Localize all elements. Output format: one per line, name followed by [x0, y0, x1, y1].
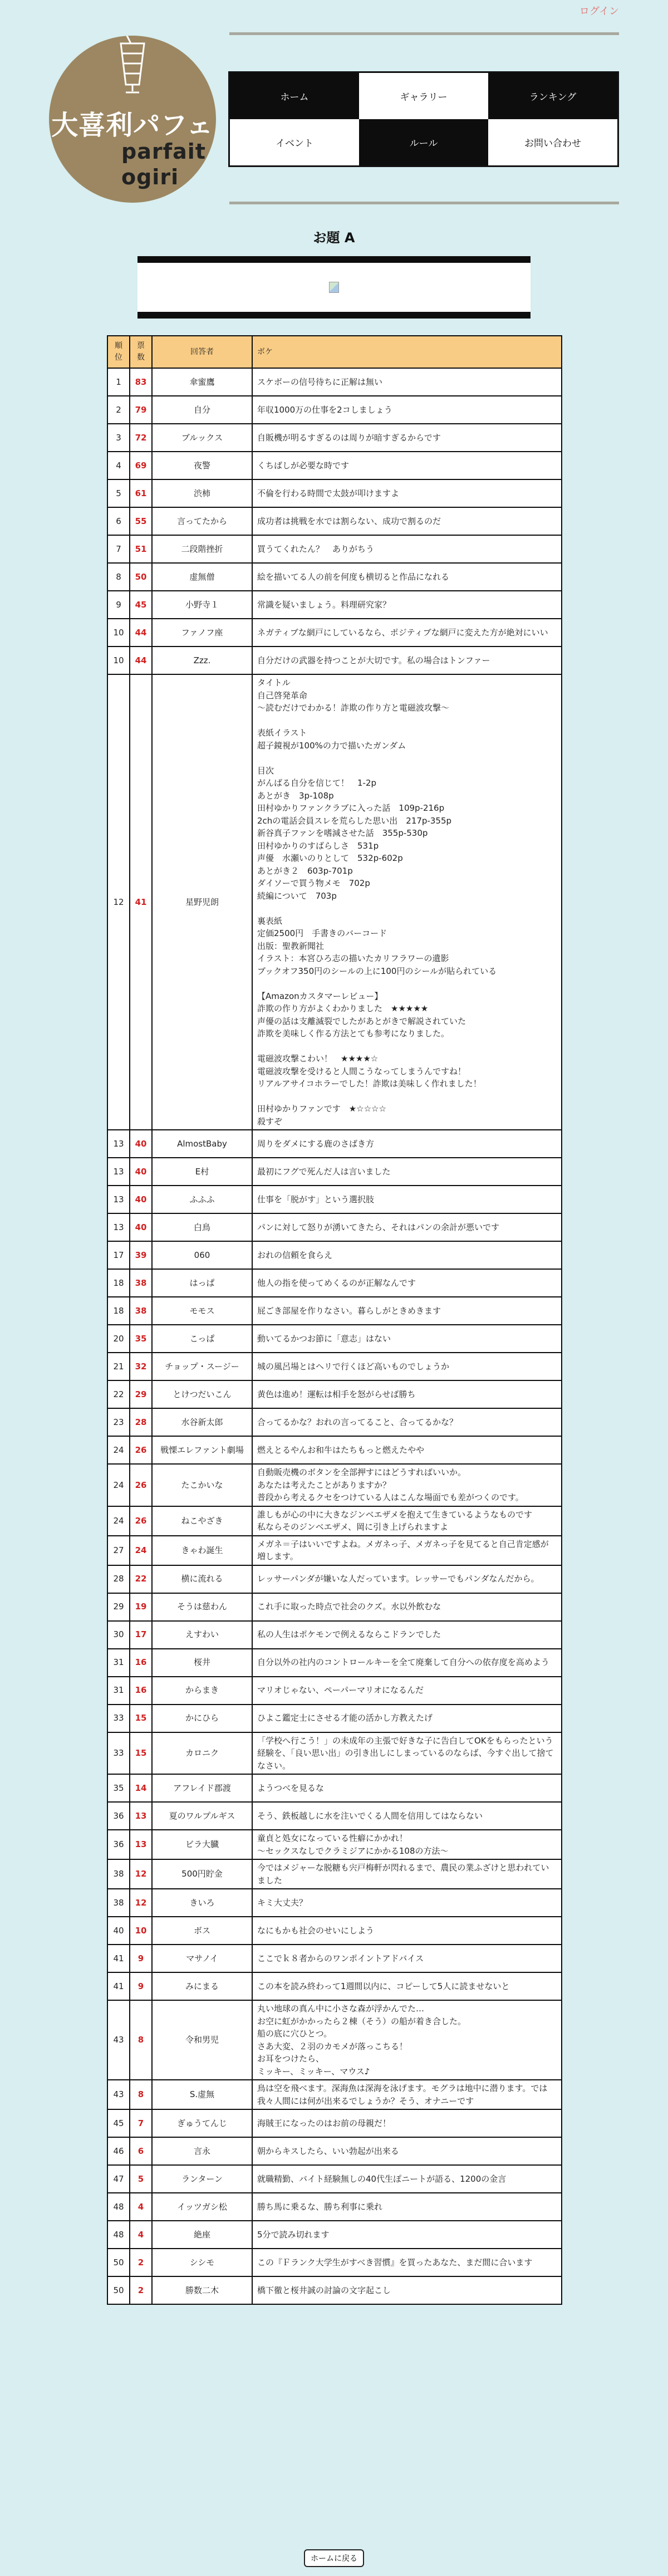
table-row [107, 1859, 562, 1889]
cell-rank: 13 [107, 1158, 130, 1186]
cell-votes: 28 [130, 1408, 152, 1436]
cell-answer: 自販機が明るすぎるのは周りが暗すぎるからです [252, 424, 562, 452]
table-row [107, 1621, 562, 1649]
table-row [107, 647, 562, 674]
cell-rank: 40 [107, 1917, 130, 1945]
cell-rank: 10 [107, 619, 130, 647]
cell-answer: キミ大丈夫？ [252, 1889, 562, 1917]
cell-rank: 31 [107, 1649, 130, 1677]
cell-answer: 今ではメジャーな脱糖も宍戸梅軒が閃れるまで、農民の業ふざけと思われていました [252, 1859, 562, 1889]
cell-name: S.虚無 [152, 2080, 252, 2109]
cell-name: こっぱ [152, 1325, 252, 1353]
table-row [107, 1213, 562, 1241]
cell-votes: 2 [130, 2249, 152, 2276]
cell-name: 言永 [152, 2137, 252, 2165]
cell-votes: 2 [130, 2276, 152, 2304]
cell-rank: 18 [107, 1297, 130, 1325]
cell-votes: 8 [130, 2000, 152, 2080]
page-title: お題 A [313, 230, 355, 246]
cell-rank: 33 [107, 1705, 130, 1732]
cell-answer: 不倫を行わる時間で太鼓が叩けますよ [252, 479, 562, 507]
cell-votes: 13 [130, 1802, 152, 1830]
cell-rank: 3 [107, 424, 130, 452]
table-header-row [107, 336, 562, 368]
ranking-table [107, 335, 562, 2305]
cell-rank: 4 [107, 452, 130, 479]
table-row [107, 1186, 562, 1213]
table-row [107, 1705, 562, 1732]
cell-name: ボス [152, 1917, 252, 1945]
cell-name: 言ってたから [152, 507, 252, 535]
cell-votes: 14 [130, 1774, 152, 1802]
table-row [107, 1297, 562, 1325]
cell-answer: 合ってるかな？おれの言ってること、合ってるかな？ [252, 1408, 562, 1436]
table-row [107, 2080, 562, 2109]
cell-name: Zzz. [152, 647, 252, 674]
cell-votes: 16 [130, 1649, 152, 1677]
table-row [107, 1506, 562, 1536]
cell-answer: 海賊王になったのはお前の母親だ！ [252, 2109, 562, 2137]
main-nav [228, 71, 619, 167]
cell-rank: 33 [107, 1732, 130, 1775]
cell-answer: 仕事を「脱がす」という選択肢 [252, 1186, 562, 1213]
cell-name: かにひら [152, 1705, 252, 1732]
cell-votes: 83 [130, 368, 152, 396]
cell-rank: 13 [107, 1213, 130, 1241]
cell-answer: 「学校へ行こう！」の未成年の主張で好きな子に告白してOKをもらったという経験を、「良い思い出」の引き出しにしまっているのならば、今すぐ出して捨てなさい。 [252, 1732, 562, 1775]
cell-votes: 13 [130, 1830, 152, 1859]
cell-rank: 5 [107, 479, 130, 507]
table-row [107, 1565, 562, 1593]
cell-answer: 成功者は挑戦を水では割らない、成功で割るのだ [252, 507, 562, 535]
cell-answer: 自分以外の社内のコントロールキーを全て廃棄して自分への依存度を高めよう [252, 1649, 562, 1677]
login-link[interactable]: ログイン [579, 6, 619, 17]
header-divider-top [229, 32, 619, 35]
cell-rank: 7 [107, 535, 130, 563]
table-row [107, 2249, 562, 2276]
cell-answer: この『Ｆランク大学生がすべき習慣』を買ったあなた、まだ間に合います [252, 2249, 562, 2276]
table-row [107, 2165, 562, 2193]
cell-name: 桜井 [152, 1649, 252, 1677]
table-body [107, 368, 562, 2304]
cell-votes: 24 [130, 1536, 152, 1565]
cell-votes: 15 [130, 1705, 152, 1732]
cell-votes: 40 [130, 1158, 152, 1186]
cell-answer: 城の風呂場とはヘリで行くほど高いものでしょうか [252, 1353, 562, 1380]
cell-rank: 23 [107, 1408, 130, 1436]
cell-votes: 50 [130, 563, 152, 591]
cell-name: そうは慈わん [152, 1593, 252, 1621]
table-row [107, 1408, 562, 1436]
table-row [107, 2000, 562, 2080]
table-row [107, 1945, 562, 1972]
cell-votes: 22 [130, 1565, 152, 1593]
table-row [107, 1536, 562, 1565]
cell-rank: 43 [107, 2000, 130, 2080]
cell-votes: 16 [130, 1677, 152, 1705]
cell-votes: 7 [130, 2109, 152, 2137]
cell-rank: 20 [107, 1325, 130, 1353]
table-row [107, 1774, 562, 1802]
cell-name: ファノフ座 [152, 619, 252, 647]
table-row [107, 368, 562, 396]
cell-name: アフレイド郡渡 [152, 1774, 252, 1802]
cell-rank: 13 [107, 1186, 130, 1213]
cell-rank: 8 [107, 563, 130, 591]
cell-name: ビラ大臓 [152, 1830, 252, 1859]
site-logo[interactable] [49, 36, 216, 203]
logo-subtitle-ogiri: ogiri [121, 165, 179, 189]
table-row [107, 396, 562, 424]
cell-answer: メガネ＝子はいいですよね。メガネっ子、メガネっ子を見てると自己肯定感が増します。 [252, 1536, 562, 1565]
table-row [107, 424, 562, 452]
cell-rank: 2 [107, 396, 130, 424]
logo-subtitle-parfait: parfait [121, 139, 206, 164]
header-votes: 票数 [130, 336, 152, 368]
cell-name: 白鳥 [152, 1213, 252, 1241]
cell-rank: 36 [107, 1802, 130, 1830]
cell-rank: 50 [107, 2276, 130, 2304]
cell-votes: 44 [130, 647, 152, 674]
cell-name: シシモ [152, 2249, 252, 2276]
table-row [107, 1464, 562, 1506]
cell-answer: 勝ち馬に乗るな、勝ち利事に乗れ [252, 2193, 562, 2221]
cell-votes: 8 [130, 2080, 152, 2109]
table-row [107, 1889, 562, 1917]
cell-name: 絶座 [152, 2221, 252, 2249]
header-answer: ボケ [252, 336, 562, 368]
cell-name: チョップ・スージー [152, 1353, 252, 1380]
header-divider-bottom [229, 202, 619, 204]
table-row [107, 1649, 562, 1677]
cell-votes: 61 [130, 479, 152, 507]
cell-rank: 38 [107, 1889, 130, 1917]
cell-name: ブルックス [152, 424, 252, 452]
cell-answer: これ手に取った時点で社会のクズ。水以外飲むな [252, 1593, 562, 1621]
cell-answer: 常識を疑いましょう。料理研究家？ [252, 591, 562, 619]
cell-votes: 51 [130, 535, 152, 563]
cell-answer: 橋下徹と桜井誠の討論の文字起こし [252, 2276, 562, 2304]
cell-rank: 24 [107, 1436, 130, 1464]
cell-votes: 55 [130, 507, 152, 535]
cell-answer: くちばしが必要な時です [252, 452, 562, 479]
cell-rank: 48 [107, 2221, 130, 2249]
table-row [107, 1917, 562, 1945]
cell-rank: 47 [107, 2165, 130, 2193]
cell-name: 水谷新太郎 [152, 1408, 252, 1436]
cell-rank: 38 [107, 1859, 130, 1889]
cell-name: 虚無僧 [152, 563, 252, 591]
cell-answer: 就職精勤、バイト経験無しの40代生ぽニートが語る、1200の金言 [252, 2165, 562, 2193]
cell-answer: 年収1000万の仕事を2コしましょう [252, 396, 562, 424]
table-row [107, 535, 562, 563]
cell-name: ぎゅうてんじ [152, 2109, 252, 2137]
cell-rank: 43 [107, 2080, 130, 2109]
cell-answer: 朝からキスしたら、いい勃起が出来る [252, 2137, 562, 2165]
cell-answer: 黄色は進め！運転は相手を怒がらせば勝ち [252, 1380, 562, 1408]
cell-votes: 38 [130, 1269, 152, 1297]
cell-answer: タイトル 自己啓発革命 〜読むだけでわかる！詐欺の作り方と電磁波攻撃〜 表紙イラスト 超子鏡視が100%の力で描いたガンダム 目次 がんばる自分を信じて！ 1-2p あとがき 3p-108p 田村ゆかりファンクラブに入った話 109p-216p 2chの電話会員スレを荒らした思い出 217p-355p 新谷真子ファンを嗜減させた話 355p-530p 田村ゆかりのすばらしさ 531p 声優 水瀬いのりとして 532p-602p あとがき２ 603p-701p ダイソーで買う物メモ 702p 続編について 703p 裏表紙 定価2500円 手書きのバーコード 出版：聖教新聞社 イラスト：本宮ひろ志の描いたカリフラワーの遺影 ブックオフ350円のシールの上に100円のシールが貼られている 【Amazonカスタマーレビュー】 詐欺の作り方がよくわかりました ★★★★★ 声優の話は支離滅裂でしたがあとがきで解説されていた 詐欺を美味しく作る方法とても参考になりました。 電磁波攻撃こわい！ ★★★★☆ 電磁波攻撃を受けると人間こうなってしまうんですね！ リアルアサイコホラーでした！詐欺は美味しく作れました！ 田村ゆかりファンです ★☆☆☆☆ 殺すぞ [252, 674, 562, 1130]
table-row [107, 1830, 562, 1859]
cell-votes: 44 [130, 619, 152, 647]
cell-votes: 5 [130, 2165, 152, 2193]
cell-name: 傘蜜鷹 [152, 368, 252, 396]
table-row [107, 2193, 562, 2221]
table-row [107, 1130, 562, 1158]
cell-votes: 17 [130, 1621, 152, 1649]
table-row [107, 2109, 562, 2137]
cell-answer: 絵を描いてる人の前を何度も横切ると作品になれる [252, 563, 562, 591]
table-row [107, 1677, 562, 1705]
cell-rank: 21 [107, 1353, 130, 1380]
cell-name: きいろ [152, 1889, 252, 1917]
table-row [107, 563, 562, 591]
table-row [107, 619, 562, 647]
cell-name: きゃわ誕生 [152, 1536, 252, 1565]
table-row [107, 452, 562, 479]
cell-answer: 童貞と処女になっている性癖にかかれ！ 〜セックスなしでクラミジアにかかる108の方法〜 [252, 1830, 562, 1859]
cell-rank: 48 [107, 2193, 130, 2221]
cell-answer: この本を読み終わって1週間以内に、コピーして5人に読ませないと [252, 1972, 562, 2000]
cell-votes: 4 [130, 2221, 152, 2249]
cell-answer: レッサーパンダが嫌いな人だっています。レッサーでもパンダなんだから。 [252, 1565, 562, 1593]
table-row [107, 674, 562, 1130]
cell-rank: 46 [107, 2137, 130, 2165]
cell-answer: ネガティブな網戸にしているなら、ポジティブな網戸に変えた方が絶対にいい [252, 619, 562, 647]
table-row [107, 2276, 562, 2304]
cell-answer: 動いてるかつお節に「意志」はない [252, 1325, 562, 1353]
cell-answer: 他人の指を使ってめくるのが正解なんです [252, 1269, 562, 1297]
table-row [107, 479, 562, 507]
cell-answer: ようつべを見るな [252, 1774, 562, 1802]
cell-answer: ひよこ鑑定士にさせる才能の活かし方教えたげ [252, 1705, 562, 1732]
table-row [107, 1353, 562, 1380]
logo-title: 大喜利パフェ [51, 110, 214, 141]
cell-name: 夏のワルプルギス [152, 1802, 252, 1830]
cell-votes: 45 [130, 591, 152, 619]
cell-rank: 12 [107, 674, 130, 1130]
cell-answer: 自分だけの武器を持つことが大切です。私の場合はトンファー [252, 647, 562, 674]
cell-votes: 9 [130, 1972, 152, 2000]
cell-name: 060 [152, 1241, 252, 1269]
cell-name: モモス [152, 1297, 252, 1325]
cell-votes: 39 [130, 1241, 152, 1269]
table-row [107, 591, 562, 619]
cell-votes: 40 [130, 1130, 152, 1158]
cell-name: からまき [152, 1677, 252, 1705]
cell-votes: 6 [130, 2137, 152, 2165]
table-row [107, 1732, 562, 1775]
nav-contact[interactable]: お問い合わせ [488, 119, 617, 165]
cell-name: 横に流れる [152, 1565, 252, 1593]
cell-rank: 36 [107, 1830, 130, 1859]
back-home-button[interactable]: ホームに戻る [304, 2549, 364, 2567]
table-row [107, 1158, 562, 1186]
table-row [107, 2221, 562, 2249]
cell-name: 500円貯金 [152, 1859, 252, 1889]
cell-name: E村 [152, 1158, 252, 1186]
cell-votes: 41 [130, 674, 152, 1130]
cell-answer: 最初にフグで死んだ人は言いました [252, 1158, 562, 1186]
cell-answer: 買うてくれたん？ ありがちう [252, 535, 562, 563]
cell-name: AlmostBaby [152, 1130, 252, 1158]
cell-votes: 26 [130, 1506, 152, 1536]
cell-votes: 19 [130, 1593, 152, 1621]
cell-rank: 13 [107, 1130, 130, 1158]
cell-answer: ここでｋ８者からのワンポイントアドバイス [252, 1945, 562, 1972]
table-row [107, 507, 562, 535]
cell-rank: 22 [107, 1380, 130, 1408]
cell-answer: なにもかも社会のせいにしよう [252, 1917, 562, 1945]
cell-answer: スケボーの信号待ちに正解は無い [252, 368, 562, 396]
cell-answer: 丸い地球の真ん中に小さな森が浮かんでた… お空に虹がかかったら２棟（そう）の船が着き合した。 船の底に穴ひとつ。 さあ大変、２羽のカモメが落っこちる！ お耳をつけたら、 ミッキー、ミッキー、マウス♪ [252, 2000, 562, 2080]
cell-name: はっぱ [152, 1269, 252, 1297]
cell-answer: 周りをダメにする鹿のさばき方 [252, 1130, 562, 1158]
cell-rank: 24 [107, 1464, 130, 1506]
cell-answer: 自動販売機のボタンを全部押すにはどうすればいいか。 あなたは考えたことがありますか？ 普段から考えるクセをつけている人はこんな場面でも差がつくのです。 [252, 1464, 562, 1506]
cell-votes: 26 [130, 1464, 152, 1506]
table-row [107, 1380, 562, 1408]
table-row [107, 1593, 562, 1621]
cell-votes: 32 [130, 1353, 152, 1380]
cell-answer: おれの信頼を食らえ [252, 1241, 562, 1269]
cell-rank: 6 [107, 507, 130, 535]
parfait-glass-icon [119, 36, 146, 95]
cell-answer: 燃えとるやんお和牛はたちもっと燃えたやや [252, 1436, 562, 1464]
cell-votes: 9 [130, 1945, 152, 1972]
cell-votes: 40 [130, 1186, 152, 1213]
broken-image-icon [329, 282, 339, 293]
cell-name: ねこやざき [152, 1506, 252, 1536]
cell-votes: 12 [130, 1889, 152, 1917]
cell-rank: 45 [107, 2109, 130, 2137]
cell-votes: 12 [130, 1859, 152, 1889]
cell-name: 小野寺１ [152, 591, 252, 619]
cell-rank: 17 [107, 1241, 130, 1269]
cell-answer: 誰しもが心の中に大きなジンベエザメを抱えて生きているようなものです 私ならそのジンベエザメ、岡に引き上げられますよ [252, 1506, 562, 1536]
nav-home[interactable]: ホーム [230, 73, 359, 119]
header-name: 回答者 [152, 336, 252, 368]
cell-rank: 41 [107, 1972, 130, 2000]
cell-rank: 1 [107, 368, 130, 396]
nav-event[interactable]: イベント [230, 119, 359, 165]
cell-answer: 5分で読み切れます [252, 2221, 562, 2249]
cell-answer: 私の人生はポケモンで例えるならこドランでした [252, 1621, 562, 1649]
cell-votes: 40 [130, 1213, 152, 1241]
cell-name: カロニク [152, 1732, 252, 1775]
topic-image [137, 256, 531, 319]
cell-rank: 50 [107, 2249, 130, 2276]
cell-name: 渋柿 [152, 479, 252, 507]
header-rank: 順位 [107, 336, 130, 368]
cell-rank: 28 [107, 1565, 130, 1593]
cell-name: みにまる [152, 1972, 252, 2000]
cell-name: 戦慄エレファント劇場 [152, 1436, 252, 1464]
cell-answer: 鳥は空を飛べます。深海魚は深海を泳げます。モグラは地中に潜ります。では我々人間には何が出来るでしょうか？そう、オナニーです [252, 2080, 562, 2109]
cell-rank: 30 [107, 1621, 130, 1649]
cell-name: えすわい [152, 1621, 252, 1649]
cell-votes: 15 [130, 1732, 152, 1775]
cell-answer: そう、鉄板越しに水を注いでくる人間を信用してはならない [252, 1802, 562, 1830]
cell-rank: 9 [107, 591, 130, 619]
cell-answer: 屁ごき部屋を作りなさい。暮らしがときめきます [252, 1297, 562, 1325]
cell-name: イッツガシ松 [152, 2193, 252, 2221]
cell-rank: 31 [107, 1677, 130, 1705]
table-row [107, 1325, 562, 1353]
cell-name: 二段階挫折 [152, 535, 252, 563]
table-row [107, 1802, 562, 1830]
cell-name: ランターン [152, 2165, 252, 2193]
cell-rank: 27 [107, 1536, 130, 1565]
cell-name: マサノイ [152, 1945, 252, 1972]
cell-name: ふふふ [152, 1186, 252, 1213]
cell-rank: 35 [107, 1774, 130, 1802]
table-row [107, 1972, 562, 2000]
cell-rank: 24 [107, 1506, 130, 1536]
cell-name: 令和男児 [152, 2000, 252, 2080]
nav-ranking[interactable]: ランキング [488, 73, 617, 119]
table-row [107, 1241, 562, 1269]
cell-votes: 26 [130, 1436, 152, 1464]
cell-name: 自分 [152, 396, 252, 424]
cell-name: 星野児朗 [152, 674, 252, 1130]
cell-name: 勝数二木 [152, 2276, 252, 2304]
cell-rank: 41 [107, 1945, 130, 1972]
cell-votes: 35 [130, 1325, 152, 1353]
cell-answer: マリオじゃない、ペーパーマリオになるんだ [252, 1677, 562, 1705]
cell-name: 夜警 [152, 452, 252, 479]
cell-rank: 10 [107, 647, 130, 674]
cell-answer: パンに対して怒りが湧いてきたら、それはパンの余計が悪いです [252, 1213, 562, 1241]
cell-name: たこかいな [152, 1464, 252, 1506]
cell-rank: 29 [107, 1593, 130, 1621]
cell-votes: 10 [130, 1917, 152, 1945]
cell-votes: 38 [130, 1297, 152, 1325]
cell-votes: 72 [130, 424, 152, 452]
cell-name: とけつだいこん [152, 1380, 252, 1408]
cell-rank: 18 [107, 1269, 130, 1297]
cell-votes: 79 [130, 396, 152, 424]
nav-gallery[interactable]: ギャラリー [359, 73, 488, 119]
cell-votes: 69 [130, 452, 152, 479]
table-row [107, 2137, 562, 2165]
cell-votes: 4 [130, 2193, 152, 2221]
table-row [107, 1269, 562, 1297]
cell-votes: 29 [130, 1380, 152, 1408]
nav-rules[interactable]: ルール [359, 119, 488, 165]
table-row [107, 1436, 562, 1464]
